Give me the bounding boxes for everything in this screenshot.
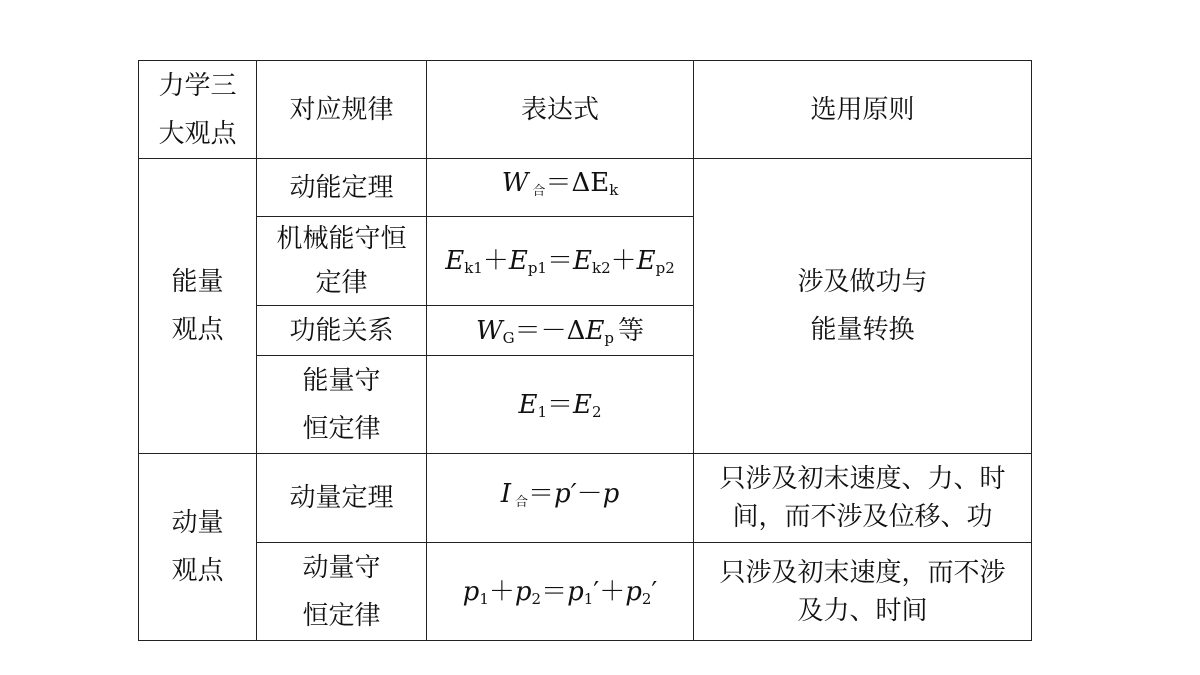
law-line1: 动量定理	[289, 483, 394, 513]
header-principle-cell	[694, 61, 1032, 159]
law-line2: 定律	[315, 268, 368, 298]
table-row	[139, 543, 1032, 641]
principle-line1: 只涉及初末速度、力、时	[719, 464, 1006, 494]
law-line2: 恒定律	[302, 600, 381, 631]
law-cell	[257, 159, 427, 217]
energy-principle-line1: 涉及做功与	[797, 267, 928, 297]
law-line1: 功能关系	[289, 315, 394, 346]
momentum-label-line1: 动量	[171, 508, 224, 538]
principle-cell	[694, 454, 1032, 543]
law-cell	[257, 306, 427, 356]
header-law: 对应规律	[289, 94, 394, 125]
formula-cell	[427, 306, 694, 356]
law-line1: 动量守	[302, 552, 381, 583]
header-principle: 选用原则	[810, 94, 915, 125]
table-row	[139, 454, 1032, 543]
principle-cell	[694, 543, 1032, 641]
law-line1: 能量守	[302, 365, 381, 396]
header-viewpoint-line1: 力学三	[158, 70, 237, 101]
header-law-cell	[257, 61, 427, 159]
energy-principle-cell	[694, 159, 1032, 454]
formula-energy-conservation: $E_1=E_2$	[518, 389, 602, 421]
formula-momentum-conservation: $p_1+p_2=p_1'+p_2'$	[462, 576, 658, 608]
momentum-viewpoint-cell	[139, 454, 257, 641]
law-line1: 机械能守恒	[276, 224, 407, 254]
formula-work-energy-relation: $W_G=-\Delta E_p$ 等	[475, 315, 645, 347]
law-cell	[257, 454, 427, 543]
law-line2: 恒定律	[302, 413, 381, 444]
law-line1: 动能定理	[289, 172, 394, 203]
mechanics-table	[138, 60, 1032, 641]
energy-viewpoint-cell	[139, 159, 257, 454]
law-cell	[257, 217, 427, 306]
formula-cell	[427, 356, 694, 454]
table-row	[139, 159, 1032, 217]
principle-line2: 及力、时间	[797, 595, 928, 626]
principle-line1: 只涉及初末速度，而不涉	[719, 557, 1006, 588]
principle-line2: 间，而不涉及位移、功	[732, 502, 993, 532]
formula-mechanical-energy-conservation: $E_{k1}+E_{p1}=E_{k2}+E_{p2}$	[445, 246, 675, 277]
header-viewpoint-cell	[139, 61, 257, 159]
header-viewpoint-line2: 大观点	[158, 118, 237, 149]
formula-cell	[427, 454, 694, 543]
law-cell	[257, 543, 427, 641]
header-row	[139, 61, 1032, 159]
law-cell	[257, 356, 427, 454]
momentum-label-line2: 观点	[171, 556, 224, 586]
formula-kinetic-energy-theorem: W 合$=\Delta E_k$	[501, 168, 619, 199]
header-expression: 表达式	[520, 94, 599, 125]
formula-momentum-theorem: I 合＝p′－p	[500, 478, 620, 510]
energy-label-line2: 观点	[171, 315, 224, 345]
formula-cell	[427, 217, 694, 306]
header-expression-cell	[427, 61, 694, 159]
energy-principle-line2: 能量转换	[810, 315, 915, 345]
formula-cell	[427, 159, 694, 217]
energy-label-line1: 能量	[171, 267, 224, 297]
formula-cell	[427, 543, 694, 641]
